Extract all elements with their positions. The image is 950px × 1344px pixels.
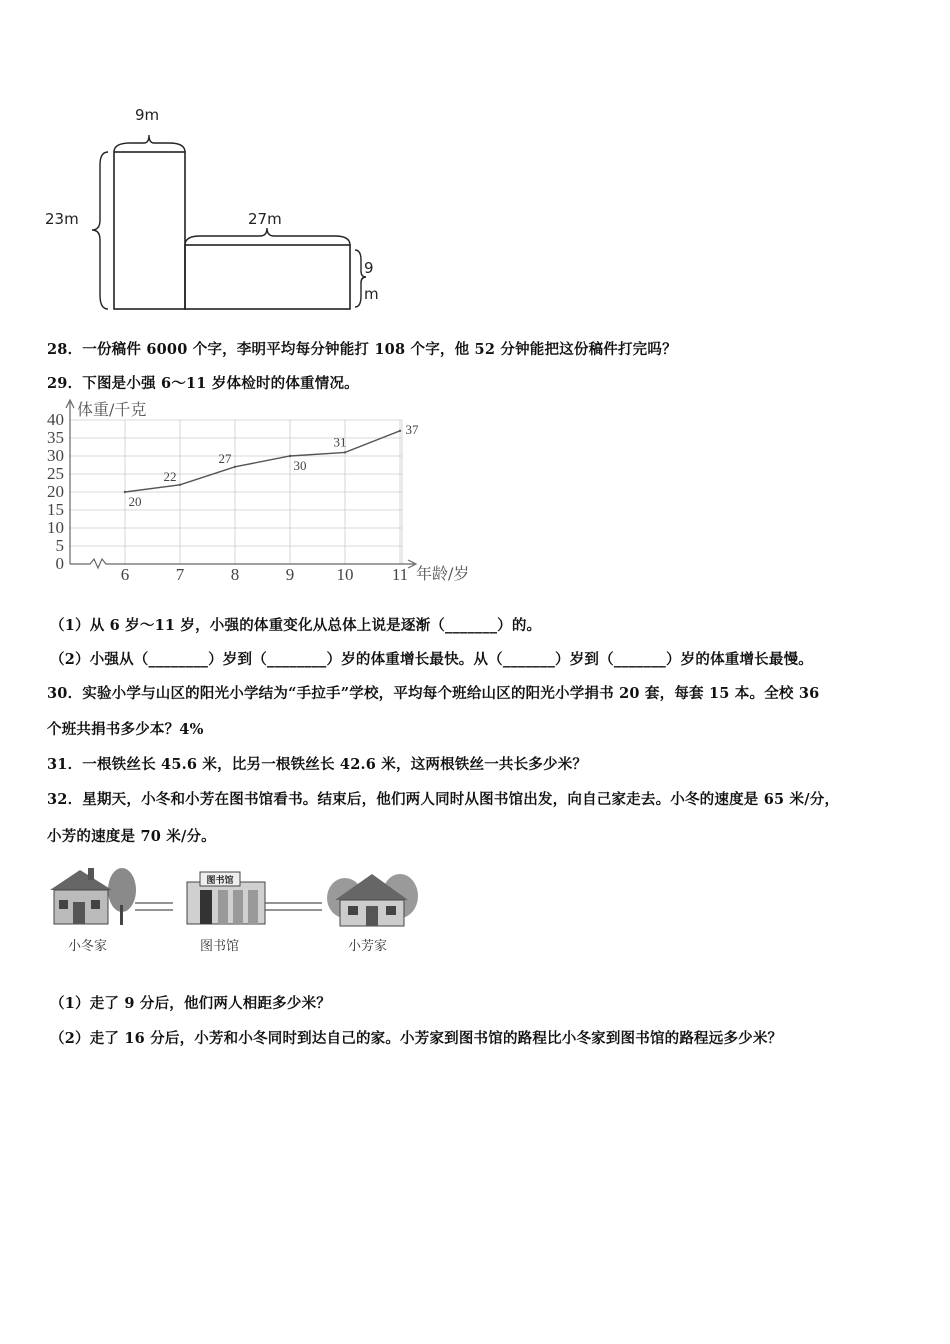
weight-line-chart (30, 396, 500, 591)
question-32-part-1: （1）走了 9 分后，他们两人相距多少米？ (50, 995, 331, 1012)
question-30-line-1: 30．实验小学与山区的阳光小学结为“手拉手”学校，平均每个班给山区的阳光小学捐书 20 套，每套 15 本。全校 36 (47, 685, 820, 702)
x-axis-title: 年龄/岁 (416, 564, 470, 583)
data-point (344, 451, 346, 453)
library-sign-text: 图书馆 (206, 876, 234, 886)
data-point-label: 31 (333, 434, 347, 450)
x-tick-label: 11 (391, 565, 409, 584)
question-32-line-2: 小芳的速度是 70 米/分。 (47, 828, 216, 845)
library-label: 图书馆 (200, 939, 240, 954)
y-tick-label: 35 (47, 428, 64, 447)
data-point (179, 484, 181, 486)
data-point-label: 37 (405, 421, 419, 437)
question-32-part-2: （2）走了 16 分后，小芳和小冬同时到达自己的家。小芳家到图书馆的路程比小冬家到图书馆的路程远多少米？ (50, 1030, 783, 1047)
data-point (289, 455, 291, 457)
y-tick-label: 25 (47, 464, 64, 483)
y-tick-label: 20 (47, 482, 64, 501)
y-tick-labels (47, 410, 64, 573)
top-width-label: 9m (135, 106, 160, 124)
data-point-label: 22 (163, 468, 177, 484)
question-31: 31．一根铁丝长 45.6 米，比另一根铁丝长 42.6 米，这两根铁丝一共长多少米？ (47, 756, 588, 773)
question-32-line-1: 32．星期天，小冬和小芳在图书馆看书。结束后，他们两人同时从图书馆出发，向自己家走去。小冬的速度是 65 米/分， (47, 791, 840, 808)
data-point (234, 466, 236, 468)
xiaodong-home-label: 小冬家 (68, 939, 108, 954)
data-point-label: 30 (293, 458, 307, 473)
question-29: 29．下图是小强 6～11 岁体检时的体重情况。 (47, 375, 359, 392)
question-29-part-1: （1）从 6 岁～11 岁，小强的体重变化从总体上说是逐渐（_______）的。 (50, 617, 542, 634)
x-tick-label: 10 (336, 565, 354, 584)
bottom-width-label: 27m (248, 210, 282, 228)
point-labels (124, 422, 419, 509)
y-tick-label: 5 (55, 536, 64, 555)
tall-rectangle (114, 152, 185, 309)
middle-brace (185, 228, 350, 245)
x-tick-labels (121, 565, 408, 584)
data-point (124, 491, 126, 493)
y-tick-label: 40 (47, 410, 64, 429)
y-tick-label: 10 (47, 518, 64, 537)
library-icon (187, 872, 265, 924)
chart-grid (70, 420, 402, 564)
field-diagram (30, 95, 410, 320)
wide-rectangle (185, 245, 350, 309)
question-30-line-2: 个班共捐书多少本？4% (47, 721, 204, 738)
data-point (399, 430, 401, 432)
x-tick-label: 9 (285, 565, 295, 584)
question-28: 28．一份稿件 6000 个字，李明平均每分钟能打 108 个字，他 52 分钟能把这份稿件打完吗？ (47, 341, 677, 358)
x-tick-label: 8 (230, 565, 240, 584)
xiaofang-house-icon (327, 874, 418, 926)
y-tick-label: 0 (55, 554, 64, 573)
xiaodong-house-icon (50, 868, 136, 925)
y-tick-label: 30 (47, 446, 64, 465)
data-point-label: 20 (128, 494, 142, 509)
data-point-label: 27 (218, 450, 232, 466)
route-illustration (40, 860, 430, 960)
chart-axes (66, 400, 416, 568)
x-tick-label: 6 (120, 565, 130, 584)
xiaofang-home-label: 小芳家 (348, 939, 388, 954)
top-brace (114, 135, 185, 152)
question-29-part-2: （2）小强从（________）岁到（________）岁的体重增长最快。从（_______）岁到（_______）岁的体重增长最慢。 (50, 651, 813, 668)
x-tick-label: 7 (175, 565, 185, 584)
y-tick-label: 15 (47, 500, 64, 519)
right-height-label-b: m (364, 285, 379, 303)
right-height-label-a: 9 (364, 259, 374, 277)
left-height-label: 23m (45, 210, 79, 228)
left-brace (92, 152, 108, 309)
y-axis-title: 体重/千克 (77, 400, 147, 419)
